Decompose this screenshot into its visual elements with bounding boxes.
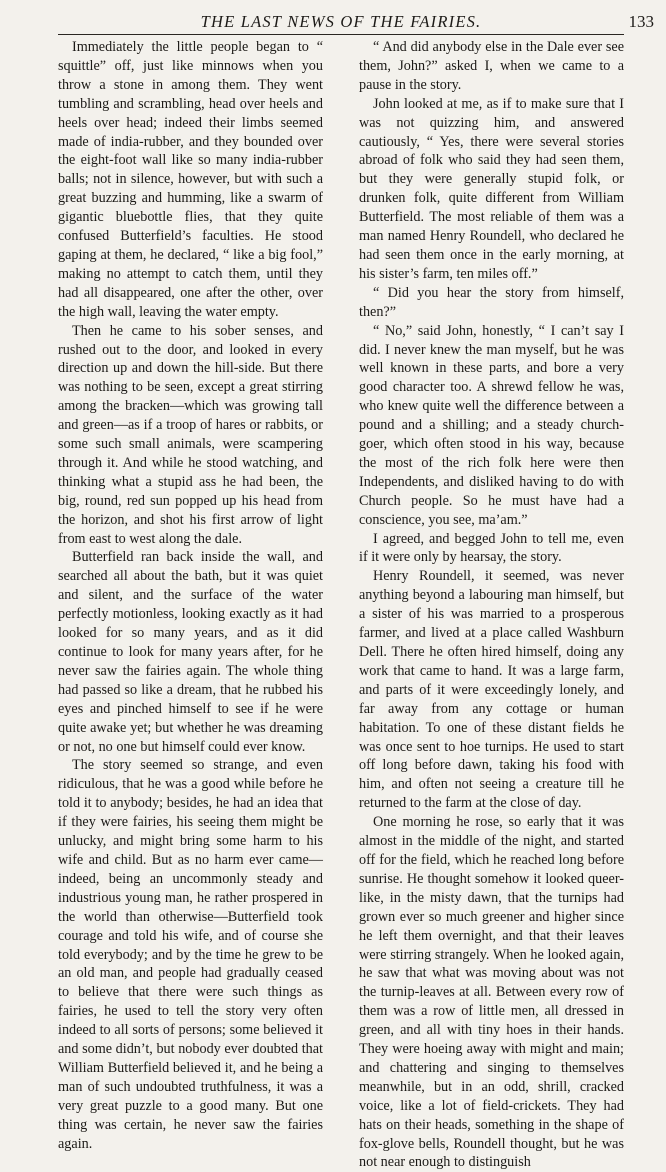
paragraph: Then he came to his sober senses, and rushed out to the door, and looked in every direction up and down the hill-side. But there was nothing to be seen, except a great stirring among the bracken—which was growing tall and green—as if a troop of hares or rabbits, or some such small animals, were scampering through it. And while he stood watching, and thinking what a stupid ass he had been, the big, round, red sun popped up his head from the horizon, and shot his first arrow of light from east to west along the dale.: [58, 322, 323, 547]
paragraph: One morning he rose, so early that it was almost in the middle of the night, and started off for the field, which he reached long before sunrise. He thought somehow it looked queer-like, in the misty dawn, that the turnips had grown ever so much greener and higher since he left them overnight, and that their leaves were stirring strangely. When he looked again, he saw that what was moving about was not the turnip-leaves at all. Between every row of them was a row of little men, all dressed in green, and all with tiny hoes in their hands. They were hoeing away with might and main; and chattering and singing to themselves meanwhile, but in an odd, shrill, cracked voice, like a lot of field-crickets. They had hats on their heads, something in the shape of fox-glove bells, Roundell thought, but he was not near enough to distinguish: [359, 814, 624, 1171]
paragraph: I agreed, and begged John to tell me, even if it were only by hearsay, the story.: [359, 530, 624, 566]
paragraph: Butterfield ran back inside the wall, and searched all about the bath, but it was quiet and silent, and the surface of the water perfectly motionless, looking exactly as it had looked for so many years, and as it did continue to look for many years after, for he never saw the fairies again. The whole thing had passed so like a dream, that he rubbed his eyes and pinched himself to see if he were quite awake yet; but whether he was dreaming or not, no one but himself could ever know.: [58, 549, 323, 755]
paragraph: Henry Roundell, it seemed, was never anything beyond a labouring man himself, but a sister of his was married to a prosperous farmer, and lived at a place called Washburn Dell. There he often hired himself, doing any work that came to hand. It was a large farm, and parts of it were exceedingly lonely, and far away from any cottage or human habitation. To one of these distant fields he was once sent to hoe turnips. He used to start off long before dawn, taking his food with him, and often not seeing a creature till he returned to the farm at the close of day.: [359, 568, 624, 812]
paragraph: Immediately the little people began to “ squittle” off, just like minnows when you throw a stone in among them. They went tumbling and scrambling, head over heels and heels over head; indeed their limbs seemed made of india-rubber, and they bounded over the eight-foot wall like so many india-rubber balls; not in silence, however, but with such a great buzzing and humming, like a swarm of gigantic bluebottle flies, that they quite confused Butterfield’s faculties. He stood gaping at them, he declared, “ like a big fool,” making no attempt to catch them, until they had all disappeared, one after the other, over the high wall, leaving the water empty.: [58, 39, 323, 320]
paragraph: The story seemed so strange, and even ridiculous, that he was a good while before he told it to anybody; besides, he had an idea that if they were fairies, his seeing them might be unlucky, and might bring some harm to his wife and child. But as no harm ever came—indeed, being an uncommonly steady and industrious young man, he rather prospered in the world than otherwise—Butterfield took courage and told his wife, and of course she told everybody; and by the time he grew to be an old man, and people had gradually ceased to believe that there were such things as fairies, he used to tell the story very often indeed to all sorts of persons; some believed it and some didn’t, but nobody ever doubted that William Butterfield believed it, and he being a man of such undoubted truthfulness, it was a very great puzzle to a good many. But one thing was certain, he never saw the fairies again.: [58, 757, 323, 1152]
paragraph: “ Did you hear the story from himself, then?”: [359, 284, 624, 320]
running-head: THE LAST NEWS OF THE FAIRIES.: [200, 12, 482, 31]
paragraph: “ No,” said John, honestly, “ I can’t say I did. I never knew the man myself, but he was well known in these parts, and bore a very good character too. A shrewd fellow he was, who knew quite well the difference between a pound and a shilling; and a steady church-goer, which often stood in his way, because the most of the rich folk here were then Independents, and disliked having to do with Church people. So he must have had a conscience, you see, ma’am.”: [359, 322, 624, 528]
left-column: [58, 38, 323, 1153]
page-number: 133: [628, 12, 654, 31]
paragraph: John looked at me, as if to make sure that I was not quizzing him, and answered cautiously, “ Yes, there were several stories abroad of folk who said they had seen them, but they were generally stupid folk, or drunken folk, quite different from William Butterfield. The most reliable of them was a man named Henry Roundell, who declared he had seen them once in the early morning, at his sister’s farm, ten miles off.”: [359, 95, 624, 282]
paragraph: “ And did anybody else in the Dale ever see them, John?” asked I, when we came to a pause in the story.: [359, 39, 624, 93]
right-column: [359, 38, 624, 1172]
header-rule: [58, 34, 624, 35]
page-header: [58, 6, 654, 36]
